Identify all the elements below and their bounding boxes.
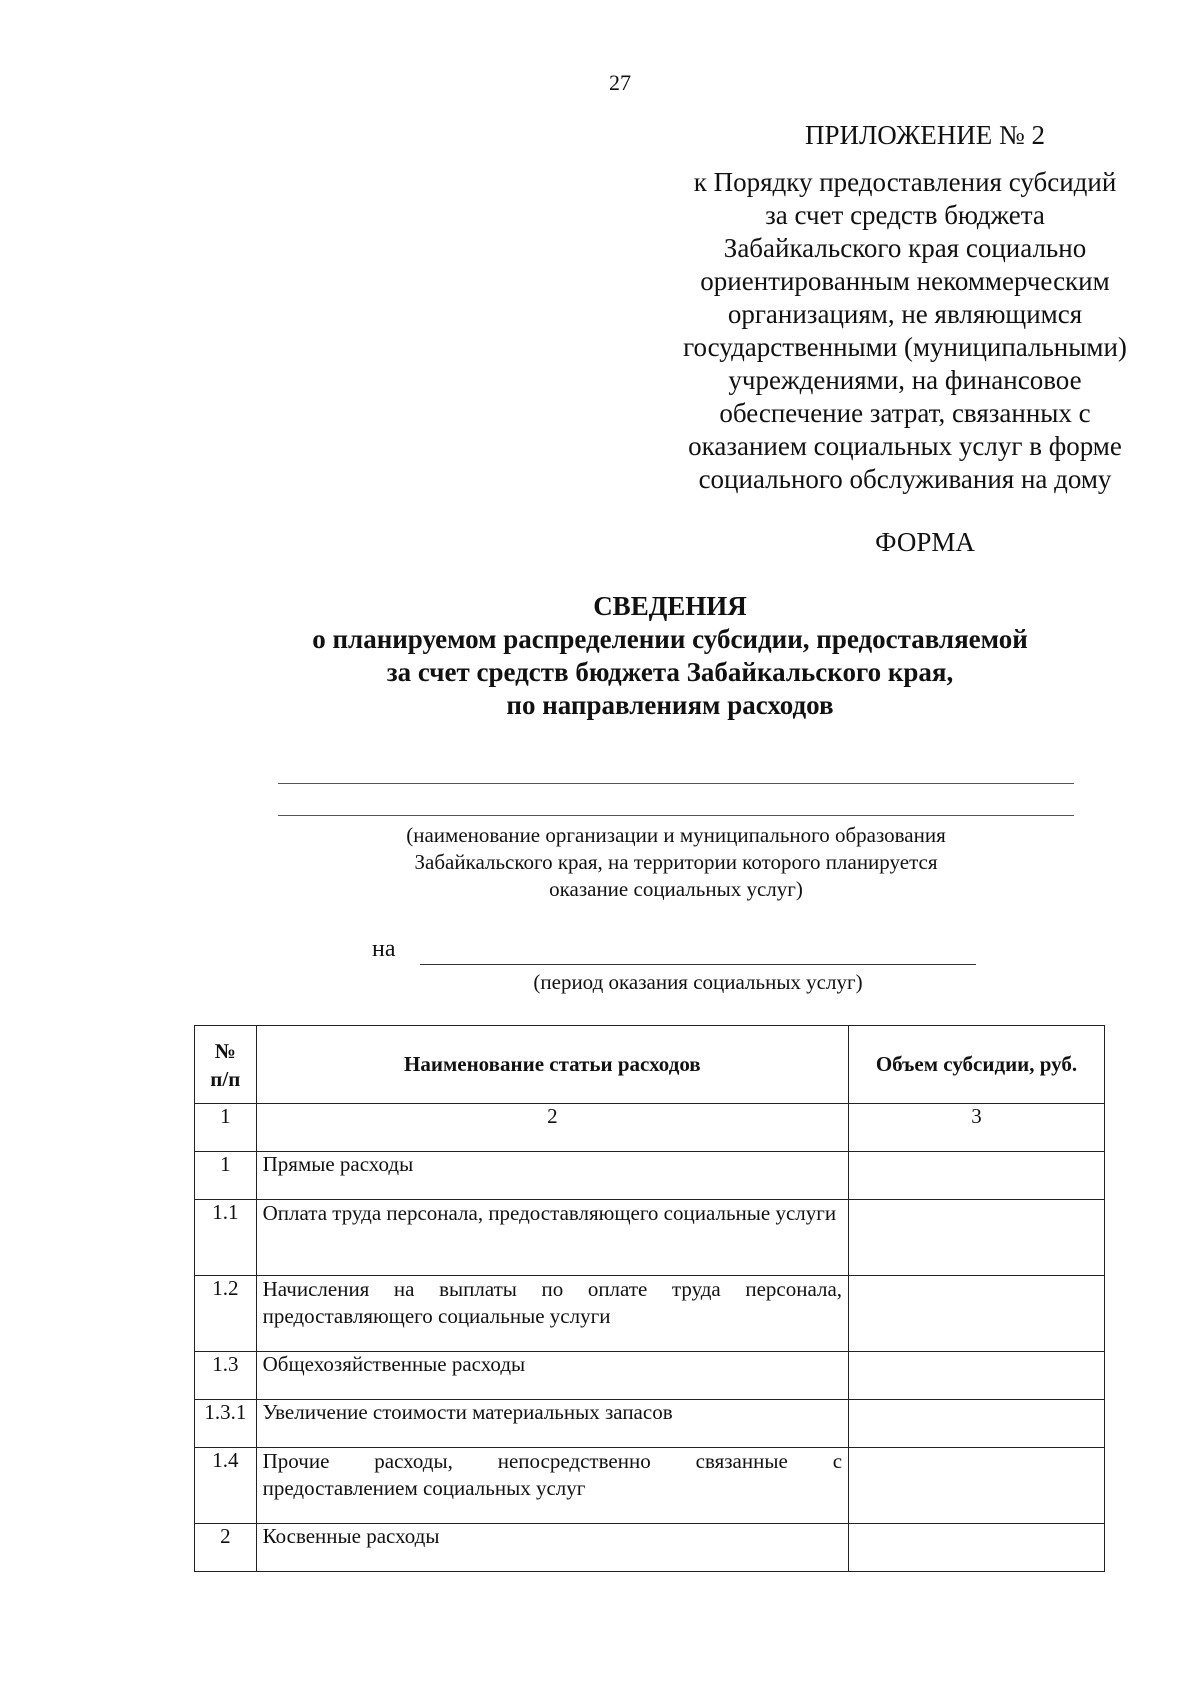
- header-number-symbol: №: [214, 1038, 236, 1063]
- appendix-subtitle-line: учреждениями, на финансовое: [728, 365, 1082, 395]
- table-row: [195, 1524, 1105, 1572]
- period-caption: (период оказания социальных услуг): [533, 970, 863, 994]
- organization-caption-line: Забайкальского края, на территории которого планируется: [414, 850, 938, 874]
- row-subsidy-volume[interactable]: [849, 1200, 1105, 1276]
- row-subsidy-volume[interactable]: [849, 1400, 1105, 1448]
- heading-line: по направлениям расходов: [506, 690, 834, 720]
- row-expense-name: Увеличение стоимости материальных запасов: [256, 1400, 848, 1448]
- index-cell: 1: [195, 1104, 257, 1152]
- row-subsidy-volume[interactable]: [849, 1524, 1105, 1572]
- appendix-subtitle-line: обеспечение затрат, связанных с: [719, 398, 1091, 428]
- table-row: [195, 1200, 1105, 1276]
- header-subsidy-volume: Объем субсидии, руб.: [849, 1026, 1105, 1104]
- row-expense-name: Общехозяйственные расходы: [256, 1352, 848, 1400]
- appendix-subtitle-line: Забайкальского края социально: [723, 233, 1087, 263]
- period-blank-line: [420, 964, 976, 965]
- table-row: [195, 1352, 1105, 1400]
- header-number-abbrev: п/п: [210, 1066, 241, 1091]
- appendix-subtitle-line: за счет средств бюджета: [765, 200, 1045, 230]
- heading-line: о планируемом распределении субсидии, предоставляемой: [312, 624, 1028, 654]
- table-header-row: [195, 1026, 1105, 1104]
- index-cell: 2: [256, 1104, 848, 1152]
- index-cell: 3: [849, 1104, 1105, 1152]
- row-expense-name: Начисления на выплаты по оплате труда персонала, предоставляющего социальные услуги: [256, 1276, 848, 1352]
- header-number: [195, 1026, 257, 1104]
- heading-line: за счет средств бюджета Забайкальского края,: [386, 657, 954, 687]
- table-index-row: [195, 1104, 1105, 1152]
- expenses-table: [194, 1025, 1105, 1572]
- organization-caption: [278, 822, 1074, 903]
- appendix-subtitle-line: государственными (муниципальными): [683, 332, 1127, 362]
- appendix-subtitle-line: к Порядку предоставления субсидий: [693, 167, 1117, 197]
- row-number: 1.4: [195, 1448, 257, 1524]
- organization-caption-line: (наименование организации и муниципального образования: [406, 823, 946, 847]
- appendix-subtitle-line: оказанием социальных услуг в форме: [688, 431, 1122, 461]
- appendix-subtitle-line: организациям, не являющимся: [727, 299, 1083, 329]
- appendix-title: ПРИЛОЖЕНИЕ № 2: [804, 120, 1046, 150]
- appendix-subtitle-line: социального обслуживания на дому: [698, 464, 1112, 494]
- page-number: 27: [609, 70, 631, 95]
- appendix-subtitle: [660, 166, 1150, 496]
- row-subsidy-volume[interactable]: [849, 1152, 1105, 1200]
- row-expense-name: Оплата труда персонала, предоставляющего социальные услуги: [256, 1200, 848, 1276]
- row-subsidy-volume[interactable]: [849, 1276, 1105, 1352]
- row-number: 1.3: [195, 1352, 257, 1400]
- table-row: [195, 1400, 1105, 1448]
- row-expense-name: Прочие расходы, непосредственно связанные с предоставлением социальных услуг: [256, 1448, 848, 1524]
- heading-title: СВЕДЕНИЯ: [593, 591, 747, 621]
- row-number: 2: [195, 1524, 257, 1572]
- period-prefix: на: [372, 936, 396, 962]
- table-row: [195, 1448, 1105, 1524]
- appendix-subtitle-line: ориентированным некоммерческим: [700, 266, 1110, 296]
- organization-blank-line: [278, 815, 1074, 816]
- form-label: ФОРМА: [875, 527, 975, 557]
- table-row: [195, 1276, 1105, 1352]
- header-expense-name: Наименование статьи расходов: [256, 1026, 848, 1104]
- row-number: 1.2: [195, 1276, 257, 1352]
- row-subsidy-volume[interactable]: [849, 1448, 1105, 1524]
- row-expense-name: Косвенные расходы: [256, 1524, 848, 1572]
- row-subsidy-volume[interactable]: [849, 1352, 1105, 1400]
- row-number: 1.3.1: [195, 1400, 257, 1448]
- table-row: [195, 1152, 1105, 1200]
- organization-caption-line: оказание социальных услуг): [549, 877, 803, 901]
- row-number: 1.1: [195, 1200, 257, 1276]
- row-expense-name: Прямые расходы: [256, 1152, 848, 1200]
- organization-blank-line: [278, 783, 1074, 784]
- row-number: 1: [195, 1152, 257, 1200]
- document-heading: [150, 590, 1190, 722]
